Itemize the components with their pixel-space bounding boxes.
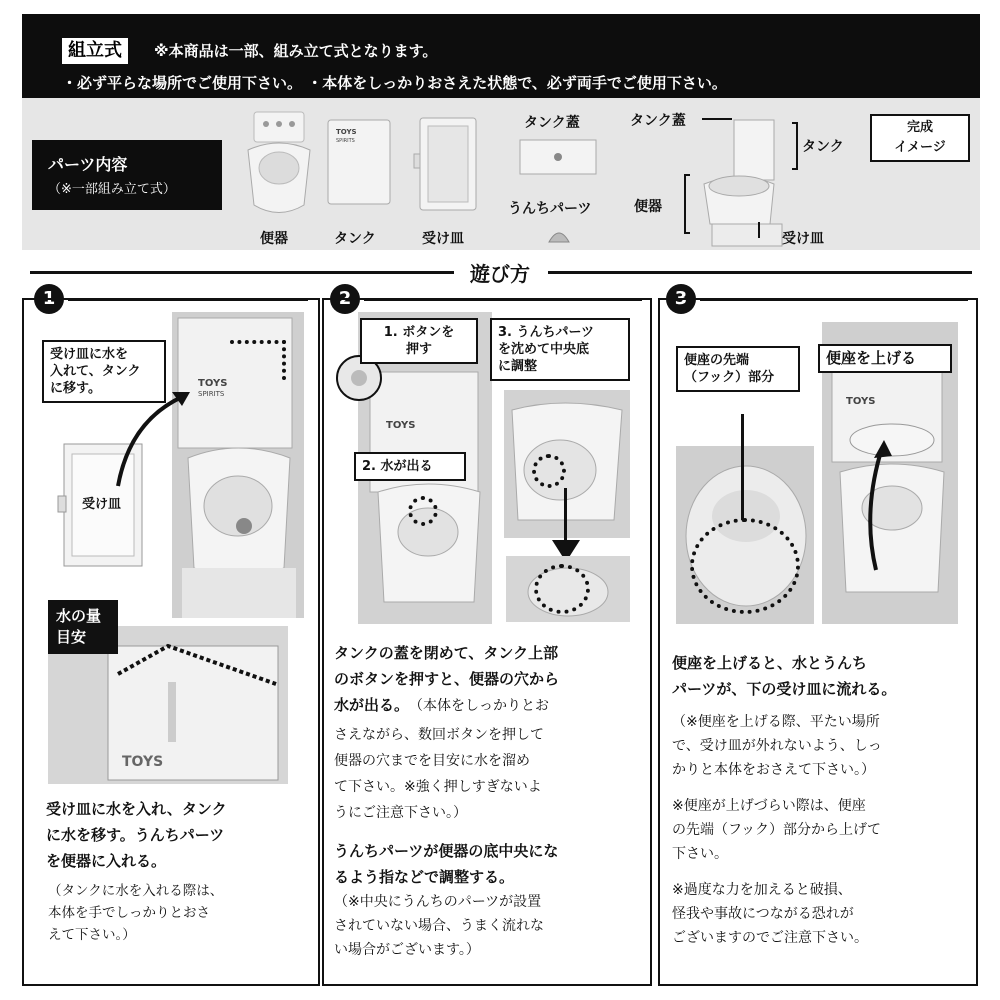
step2-bold1-line1: タンクの蓋を閉めて、タンク上部 (334, 644, 559, 662)
step2-callout-adjust (490, 318, 630, 381)
complete-label-tank-futa: タンク蓋 (630, 113, 686, 129)
step2-callout1-line2: 押す (405, 342, 432, 357)
section-rule-left (30, 271, 454, 274)
step2-bold2-line1: うんちパーツが便器の底中央にな (334, 842, 559, 860)
step3-number: 3 (666, 284, 696, 314)
step3-callout1-line2: （フック）部分 (684, 370, 775, 385)
complete-image-label (870, 114, 970, 162)
tray-part-image (412, 114, 482, 214)
parts-contents-sub: （※一部組み立て式） (48, 182, 176, 197)
step1-callout-line1: 受け皿に水を (50, 347, 129, 362)
svg-text:SPIRITS: SPIRITS (336, 138, 355, 144)
step2-down-arrow-line (564, 488, 567, 548)
step1-callout-line3: に移す。 (50, 381, 101, 396)
step3-hook-leader (741, 414, 744, 520)
step2-callout2-line2: を沈めて中央底 (498, 342, 590, 357)
step1-instructions (46, 796, 308, 874)
step2-note1-line3: 便器の穴までを目安に水を溜め (334, 753, 530, 769)
step1-note-line1: （タンクに水を入れる際は、 (48, 883, 224, 899)
step3-note-spacer2 (672, 866, 972, 878)
step1-water-line (230, 340, 286, 344)
step3-note-line7: ※過度な力を加えると破損、 (672, 882, 852, 898)
step3-hook-marker (690, 518, 800, 614)
svg-text:TOYS: TOYS (846, 396, 876, 407)
step2-note-1 (334, 722, 644, 826)
step2-bold1-line3: 水が出る。 (334, 696, 410, 714)
step1-note-line3: えて下さい。） (48, 927, 136, 943)
step2-callout2-line1: 3. うんちパーツ (498, 325, 594, 340)
step2-bold1-line2: のボタンを押すと、便器の穴から (334, 670, 560, 688)
step1-callout-line2: 入れて、タンク (50, 364, 141, 379)
step3-instructions (672, 650, 972, 702)
step1-number: 1 (34, 284, 64, 314)
step2-note2-line2: されていない場合、うまく流れな (334, 918, 544, 934)
completed-toilet-image (694, 114, 794, 250)
header-banner (22, 14, 980, 98)
step3-callout-lift: 便座を上げる (818, 344, 952, 373)
step3-callout-hook (676, 346, 800, 392)
parts-label-tank: タンク (334, 231, 376, 247)
step2-note1-line5: うにご注意下さい。） (334, 805, 467, 821)
tank-bracket (792, 122, 798, 170)
svg-text:TOYS: TOYS (198, 378, 228, 389)
step2-note1-line1: （本体をしっかりとお (409, 698, 550, 714)
step2-note1-line2: さえながら、数回ボタンを押して (334, 727, 544, 743)
parts-label-unchi: うんちパーツ (508, 201, 592, 217)
step1-bold-line1: 受け皿に水を入れ、タンク (46, 800, 227, 818)
toilet-bracket (684, 174, 690, 234)
step3-note-line3: かりと本体をおさえて下さい。） (672, 762, 875, 778)
svg-text:TOYS: TOYS (386, 420, 416, 431)
step3-note-line4: ※便座が上げづらい際は、便座 (672, 798, 866, 814)
step3-note-line9: ございますのでご注意下さい。 (672, 930, 868, 946)
step3-note-line6: 下さい。 (672, 846, 728, 862)
section-rule-right (548, 271, 972, 274)
step3-note-line1: （※便座を上げる際、平たい場所 (672, 714, 880, 730)
step1-tray-label: 受け皿 (82, 497, 122, 512)
step2-instructions-2 (334, 838, 644, 890)
toilet-bowl-part-image (244, 110, 314, 222)
complete-image-line1: 完成 (906, 120, 933, 135)
step1-note-line2: 本体を手でしっかりとおさ (48, 905, 210, 921)
step2-callout2-line3: に調整 (498, 359, 538, 374)
step2-center-marker (534, 564, 590, 614)
step3-note-line2: で、受け皿が外れないよう、しっ (672, 738, 882, 754)
step1-bold-line3: を便器に入れる。 (46, 852, 167, 870)
step3-notes (672, 710, 972, 950)
step2-note2-line1: （※中央にうんちのパーツが設置 (334, 894, 542, 910)
svg-text:TOYS: TOYS (336, 128, 357, 136)
step2-callout-water: 2. 水が出る (354, 452, 466, 481)
step1-bold-line2: に水を移す。うんちパーツ (46, 826, 225, 844)
section-title: 遊び方 (470, 262, 530, 286)
step2-note-2 (334, 890, 644, 962)
assembly-badge: 組立式 (62, 38, 128, 64)
parts-section (22, 98, 980, 250)
step1-water-level-label (48, 600, 118, 654)
step3-bold-line2: パーツが、下の受け皿に流れる。 (672, 680, 897, 698)
parts-contents-box (32, 140, 222, 210)
water-level-line1: 水の量 (56, 607, 102, 625)
svg-text:TOYS: TOYS (122, 754, 164, 770)
step1-note (48, 880, 310, 946)
step2-hole-marker (408, 496, 438, 526)
step3-bold-line1: 便座を上げると、水とうんち (672, 654, 868, 672)
step2-poop-marker (532, 454, 566, 488)
complete-label-ukezara: 受け皿 (782, 231, 824, 247)
parts-label-ukezara: 受け皿 (422, 231, 464, 247)
step1-water-line-v (282, 340, 286, 380)
poop-part-image (546, 220, 572, 244)
header-notice-2: ・必ず平らな場所でご使用下さい。 ・本体をしっかりおさえた状態で、必ず両手でご使用下さい。 (62, 74, 727, 92)
complete-label-benki: 便器 (634, 199, 662, 215)
complete-image-line2: イメージ (894, 140, 946, 155)
header-notice-1: ※本商品は一部、組み立て式となります。 (154, 42, 438, 60)
svg-text:SPIRITS: SPIRITS (198, 390, 225, 398)
tank-part-image (324, 116, 394, 212)
step2-instructions-1 (334, 640, 644, 719)
step2-note2-line3: い場合がございます。） (334, 942, 480, 958)
step2-bold2-line2: るよう指などで調整する。 (334, 868, 515, 886)
parts-label-tank-futa: タンク蓋 (524, 115, 580, 131)
parts-label-benki: 便器 (260, 231, 288, 247)
complete-label-tank: タンク (802, 139, 844, 155)
water-level-line2: 目安 (56, 628, 87, 646)
step2-callout-button (360, 318, 478, 364)
step2-note1-line4: て下さい。※強く押しすぎないよ (334, 779, 542, 795)
tank-lid-part-image (518, 138, 598, 176)
step2-number: 2 (330, 284, 360, 314)
step2-callout1-line1: 1. ボタンを (383, 325, 455, 340)
step1-arrow (100, 380, 200, 490)
step3-note-line5: の先端（フック）部分から上げて (672, 822, 882, 838)
step3-callout1-line1: 便座の先端 (684, 353, 750, 368)
tray-leader-line (758, 222, 760, 238)
step3-note-spacer1 (672, 782, 972, 794)
parts-contents-title: パーツ内容 (48, 155, 128, 174)
step2-photo-adjust (504, 390, 630, 538)
step3-note-line8: 怪我や事故につながる恐れが (672, 906, 854, 922)
